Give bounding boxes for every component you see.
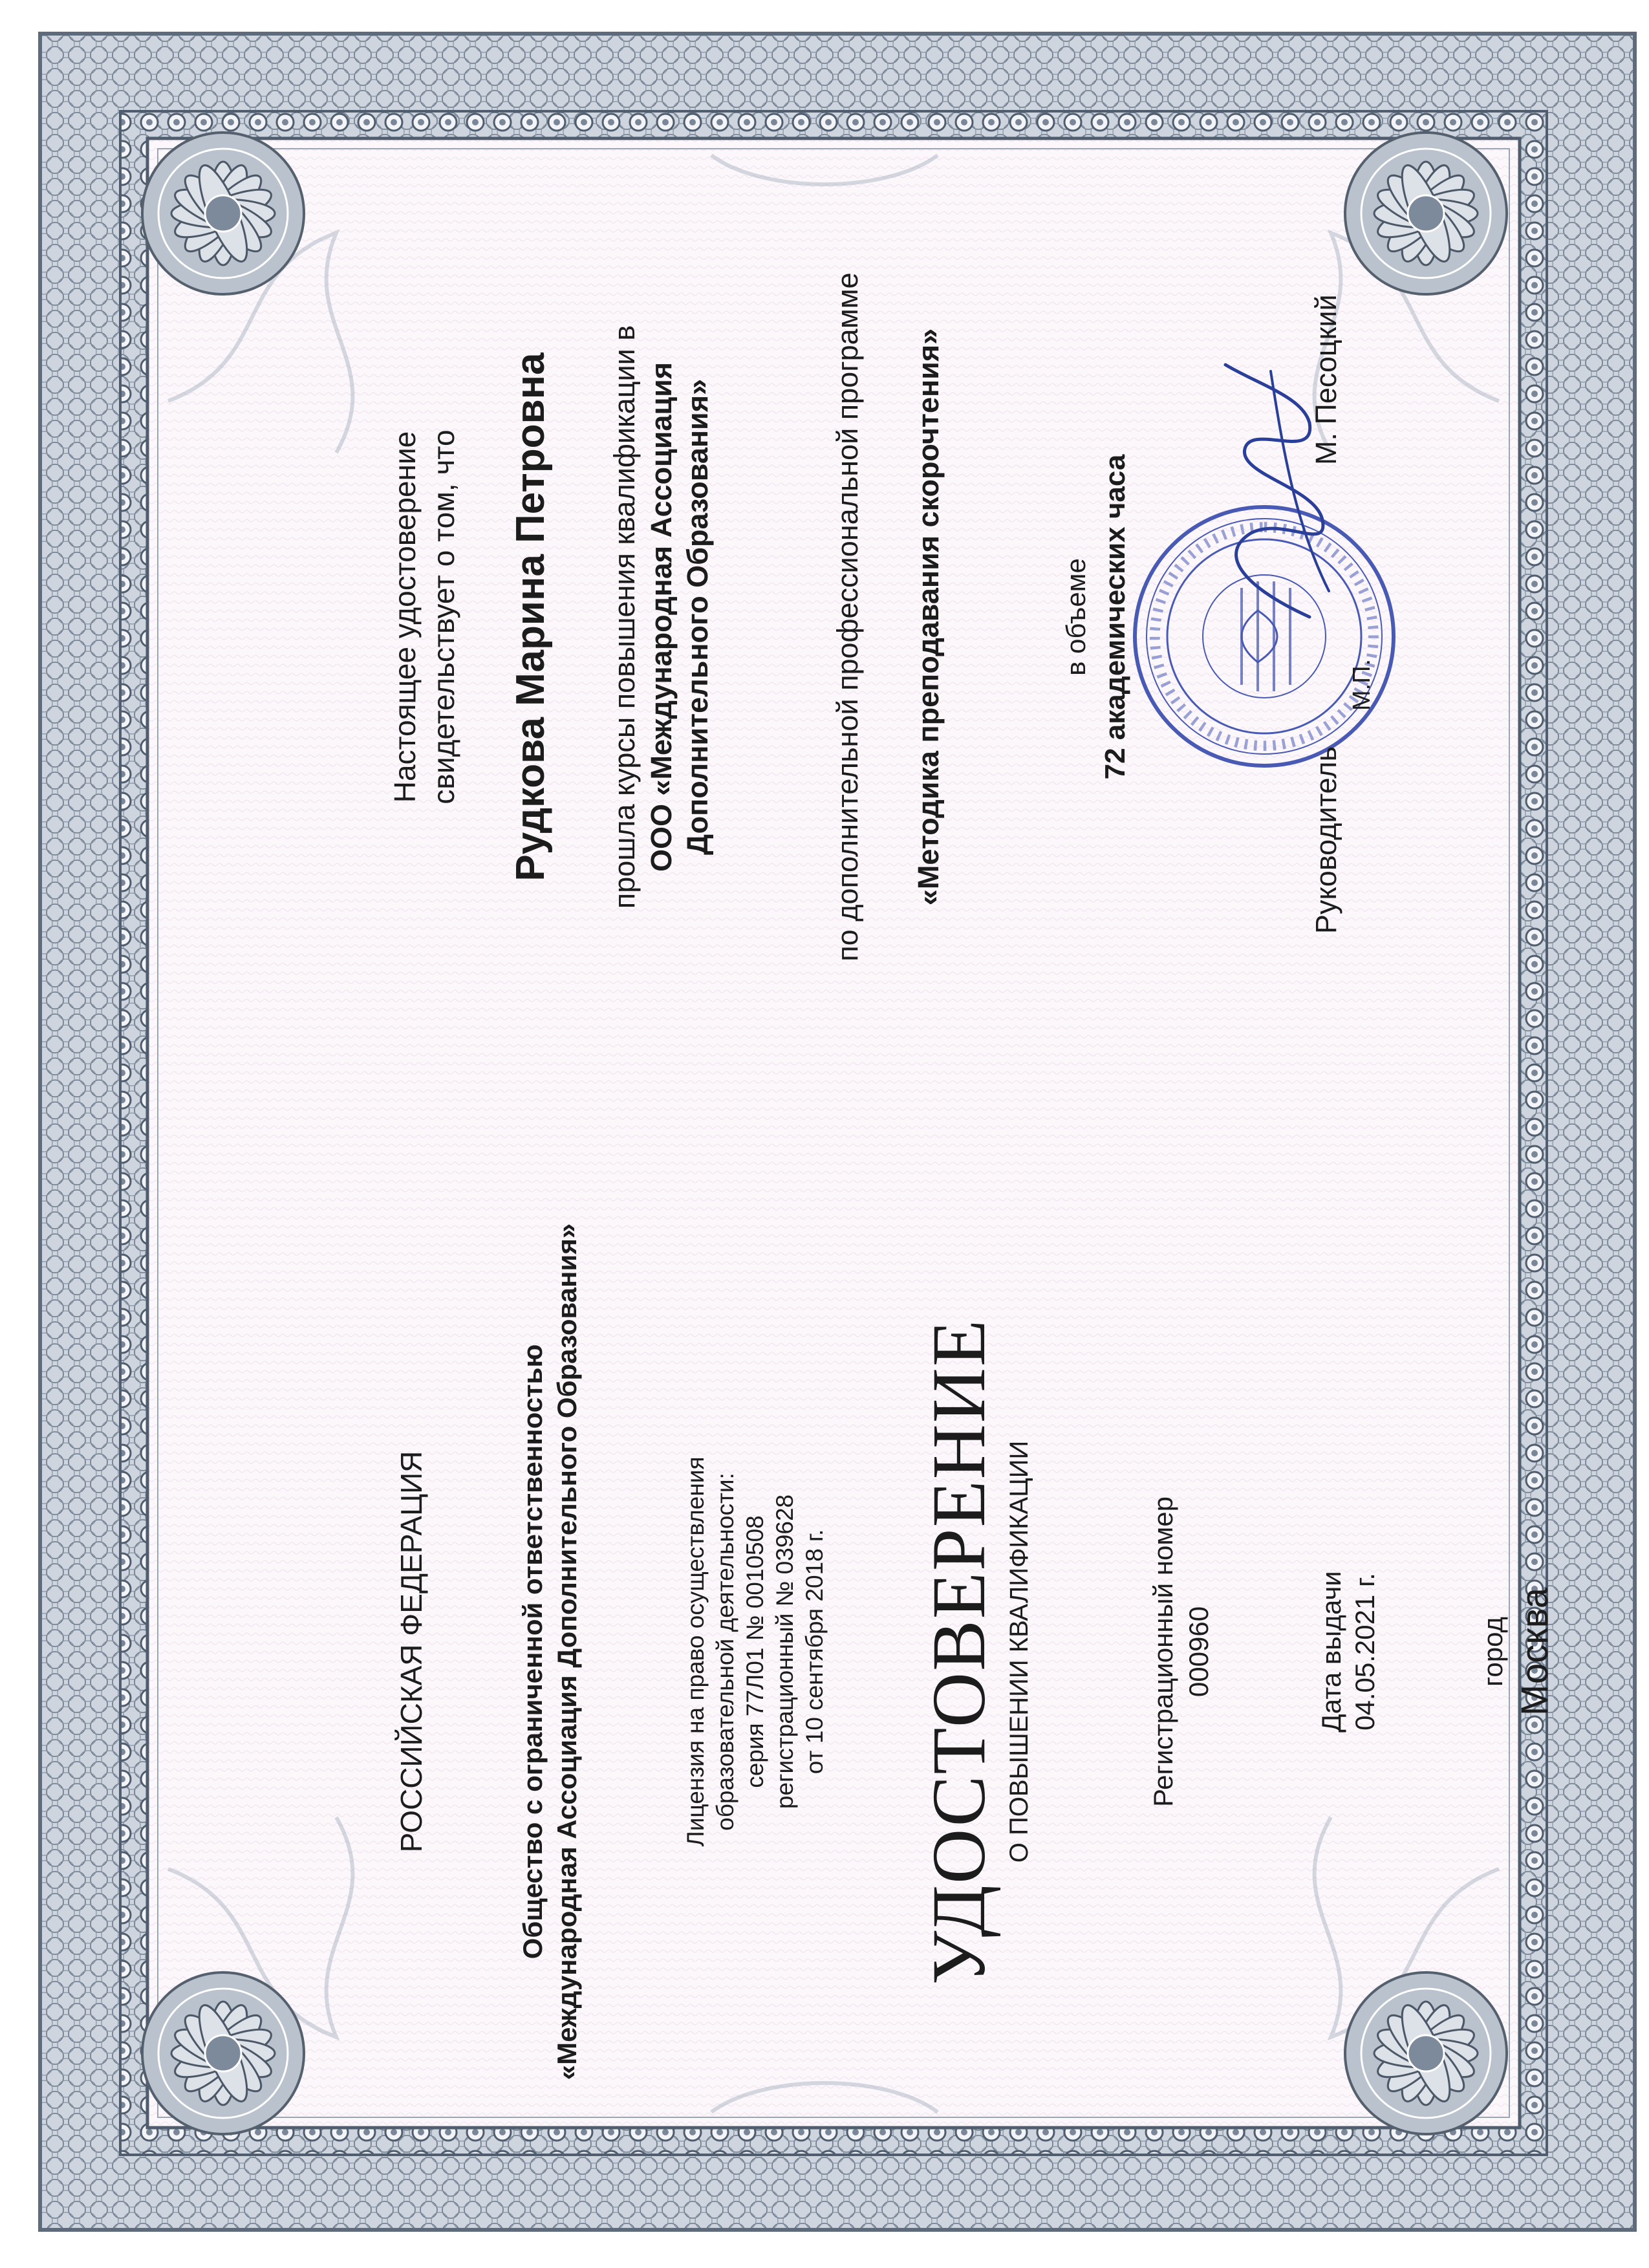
training-org-line-1: ООО «Международная Ассоциация <box>645 362 678 872</box>
seal-place-mark: М.П. <box>1348 658 1375 711</box>
certificate-title: УДОСТОВЕРЕНИЕ <box>916 1318 1001 1985</box>
license-line-2: образовательной деятельности: <box>712 1473 738 1831</box>
intro-line-2: свидетельствует о том, что <box>427 429 460 805</box>
issue-date-label: Дата выдачи <box>1316 1571 1346 1733</box>
city-label: город <box>1478 1616 1508 1687</box>
issuer-line-1: Общество с ограниченной ответственностью <box>517 1344 548 1960</box>
city-name: Москва <box>1514 1588 1556 1716</box>
license-series: серия 77Л01 № 0010508 <box>742 1515 768 1788</box>
volume-hours: 72 академических часа <box>1099 454 1131 780</box>
license-date: от 10 сентября 2018 г. <box>801 1529 828 1775</box>
program-line: по дополнительной профессиональной программе <box>831 272 864 962</box>
certificate-subtitle: О ПОВЫШЕНИИ КВАЛИФИКАЦИИ <box>1005 1440 1033 1863</box>
course-title: «Методика преподавания скорочтения» <box>912 328 945 906</box>
training-org-line-2: Дополнительного Образования» <box>681 378 714 856</box>
certificate-cover-panel <box>178 1134 1556 2169</box>
recipient-name: Рудкова Марина Петровна <box>508 352 553 881</box>
country-label: РОССИЙСКАЯ ФЕДЕРАЦИЯ <box>394 1451 428 1853</box>
license-registration: регистрационный № 039628 <box>771 1494 798 1809</box>
issuer-line-2: «Международная Ассоциация Дополнительного Образования» <box>552 1223 582 2080</box>
registration-number: 000960 <box>1183 1606 1214 1698</box>
license-line-1: Лицензия на право осуществления <box>682 1456 709 1847</box>
issue-date: 04.05.2021 г. <box>1350 1573 1380 1731</box>
head-label: Руководитель <box>1310 746 1342 934</box>
completed-courses-line: прошла курсы повышения квалификации в <box>608 325 641 909</box>
certificate-content <box>178 100 1556 2169</box>
registration-number-label: Регистрационный номер <box>1148 1496 1178 1807</box>
certificate-body-panel <box>178 100 1471 1134</box>
volume-label: в объеме <box>1061 558 1091 676</box>
head-name: М. Песоцкий <box>1310 294 1342 465</box>
intro-line-1: Настоящее удостоверение <box>388 431 422 803</box>
